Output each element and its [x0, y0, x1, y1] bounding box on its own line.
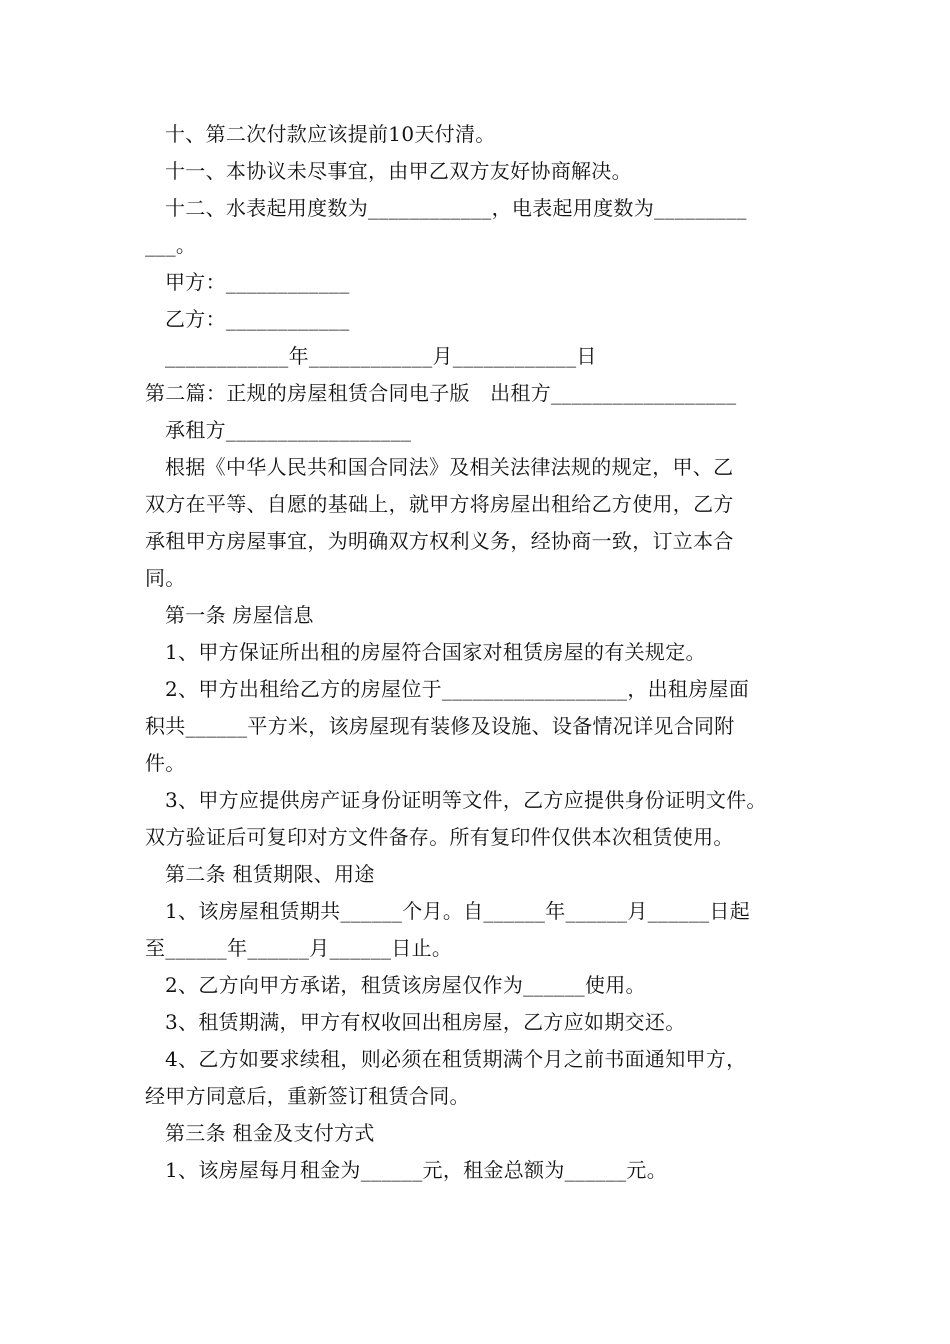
- article-2-item-2: 2、乙方向甲方承诺，租赁该房屋仅作为______使用。: [165, 973, 646, 997]
- article-3-item-1: 1、该房屋每月租金为______元，租金总额为______元。: [165, 1158, 668, 1182]
- article-1-heading: 第一条 房屋信息: [165, 603, 314, 627]
- preamble-line-1: 根据《中华人民共和国合同法》及相关法律法规的规定，甲、乙: [165, 455, 734, 479]
- clause-11: 十一、本协议未尽事宜，由甲乙双方友好协商解决。: [165, 159, 632, 183]
- article-2-item-4-cont: 经甲方同意后，重新签订租赁合同。: [145, 1084, 470, 1108]
- clause-12: 十二、水表起用度数为____________，电表起用度数为_________: [165, 196, 747, 220]
- signature-date: ____________年____________月____________日: [165, 344, 597, 368]
- article-2-item-1-cont: 至______年______月______日止。: [145, 936, 453, 960]
- preamble-line-2: 双方在平等、自愿的基础上，就甲方将房屋出租给乙方使用，乙方: [145, 492, 734, 516]
- article-2-item-1: 1、该房屋租赁期共______个月。自______年______月______日起: [165, 899, 751, 923]
- article-1-item-2-end: 件。: [145, 751, 186, 775]
- article-1-item-1: 1、甲方保证所出租的房屋符合国家对租赁房屋的有关规定。: [165, 640, 706, 664]
- article-1-item-2-cont: 积共______平方米，该房屋现有装修及设施、设备情况详见合同附: [145, 714, 735, 738]
- article-2-item-4: 4、乙方如要求续租，则必须在租赁期满个月之前书面通知甲方，: [165, 1047, 747, 1071]
- article-1-item-3-cont: 双方验证后可复印对方文件备存。所有复印件仅供本次租赁使用。: [145, 825, 734, 849]
- clause-12-continuation: ___。: [145, 233, 197, 257]
- article-1-item-3: 3、甲方应提供房产证身份证明等文件，乙方应提供身份证明文件。: [165, 788, 767, 812]
- party-b-signature: 乙方：____________: [165, 307, 350, 331]
- article-2-heading: 第二条 租赁期限、用途: [165, 862, 375, 886]
- article-3-heading: 第三条 租金及支付方式: [165, 1121, 375, 1145]
- article-1-item-2: 2、甲方出租给乙方的房屋位于__________________，出租房屋面: [165, 677, 750, 701]
- clause-10: 十、第二次付款应该提前10天付清。: [165, 122, 496, 146]
- lessee-line: 承租方__________________: [165, 418, 412, 442]
- document-body: [145, 116, 825, 1189]
- party-a-signature: 甲方：____________: [165, 270, 350, 294]
- section-two-title: 第二篇：正规的房屋租赁合同电子版 出租方__________________: [145, 381, 737, 405]
- article-2-item-3: 3、租赁期满，甲方有权收回出租房屋，乙方应如期交还。: [165, 1010, 686, 1034]
- preamble-line-4: 同。: [145, 566, 186, 590]
- preamble-line-3: 承租甲方房屋事宜，为明确双方权利义务，经协商一致，订立本合: [145, 529, 734, 553]
